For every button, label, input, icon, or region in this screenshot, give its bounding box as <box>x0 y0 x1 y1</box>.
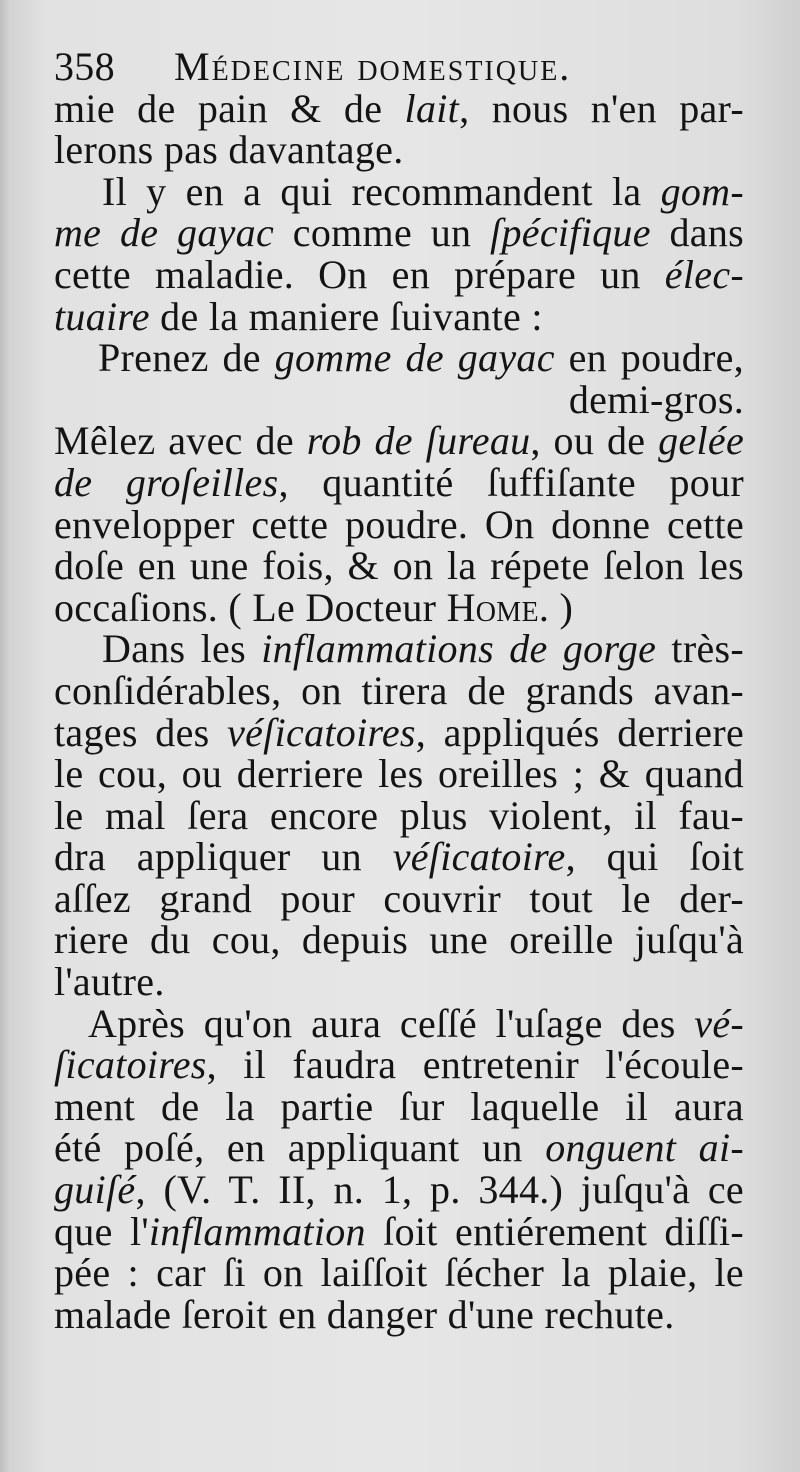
text-line: doſe en une fois, & on la répete ſelon les <box>54 543 744 589</box>
text-line: ſicatoires, il faudra entretenir l'écoule- <box>54 1042 744 1088</box>
page-text <box>54 46 744 1335</box>
text-line: me de gayac comme un ſpécifique dans <box>54 210 745 256</box>
text-line: Mêlez avec de rob de ſureau, ou de gelée <box>54 418 744 464</box>
page-edge-shadow <box>0 0 10 1472</box>
text-line: cette maladie. On en prépare un élec- <box>54 251 744 297</box>
page-number: 358 <box>54 44 115 89</box>
text-line: mie de pain & de lait, nous n'en par- <box>54 85 744 131</box>
text-line: lerons pas davantage. <box>54 127 404 173</box>
paragraph-start: Il y en a qui recommandent la gom- <box>102 168 744 214</box>
text-line: ment de la partie ſur laquelle il aura <box>54 1083 744 1129</box>
recipe-quantity: demi-gros. <box>568 376 744 422</box>
text-line: le cou, ou derriere les oreilles ; & quand <box>54 751 744 797</box>
text-line: pée : car ſi on laiſſoit ſécher la plaie, le <box>54 1250 744 1296</box>
text-line: tuaire de la maniere ſuivante : <box>54 293 543 339</box>
paragraph-start: Dans les inflammations de gorge très- <box>102 626 744 672</box>
text-line: occaſions. ( Le Docteur Home. ) <box>54 584 574 630</box>
text-line: malade ſeroit en danger d'une rechute. <box>54 1291 675 1337</box>
text-line: aſſez grand pour couvrir tout le der- <box>54 875 744 921</box>
text-line: envelopper cette poudre. On donne cette <box>54 501 744 547</box>
text-line: conſidérables, on tirera de grands avan- <box>54 667 744 713</box>
text-line: dra appliquer un véſicatoire, qui ſoit <box>54 834 744 880</box>
text-line: tages des véſicatoires, appliqués derriere <box>54 709 744 755</box>
paragraph-start: Après qu'on aura ceſſé l'uſage des vé- <box>88 1000 744 1046</box>
text-line: l'autre. <box>54 959 165 1005</box>
running-title: Médecine domestique. <box>174 44 572 89</box>
text-line: de groſeilles, quantité ſuffiſante pour <box>54 459 744 505</box>
recipe-line: Prenez de gomme de gayac en poudre, <box>98 335 744 381</box>
text-line: guiſé, (V. T. II, n. 1, p. 344.) juſqu'à ce <box>54 1167 744 1213</box>
text-line: que l'inflammation ſoit entiérement diſſi- <box>54 1208 744 1254</box>
page-header <box>54 46 744 88</box>
text-line: été poſé, en appliquant un onguent ai- <box>54 1125 744 1171</box>
text-line: riere du cou, depuis une oreille juſqu'à <box>54 917 744 963</box>
text-line: le mal ſera encore plus violent, il fau- <box>54 792 744 838</box>
